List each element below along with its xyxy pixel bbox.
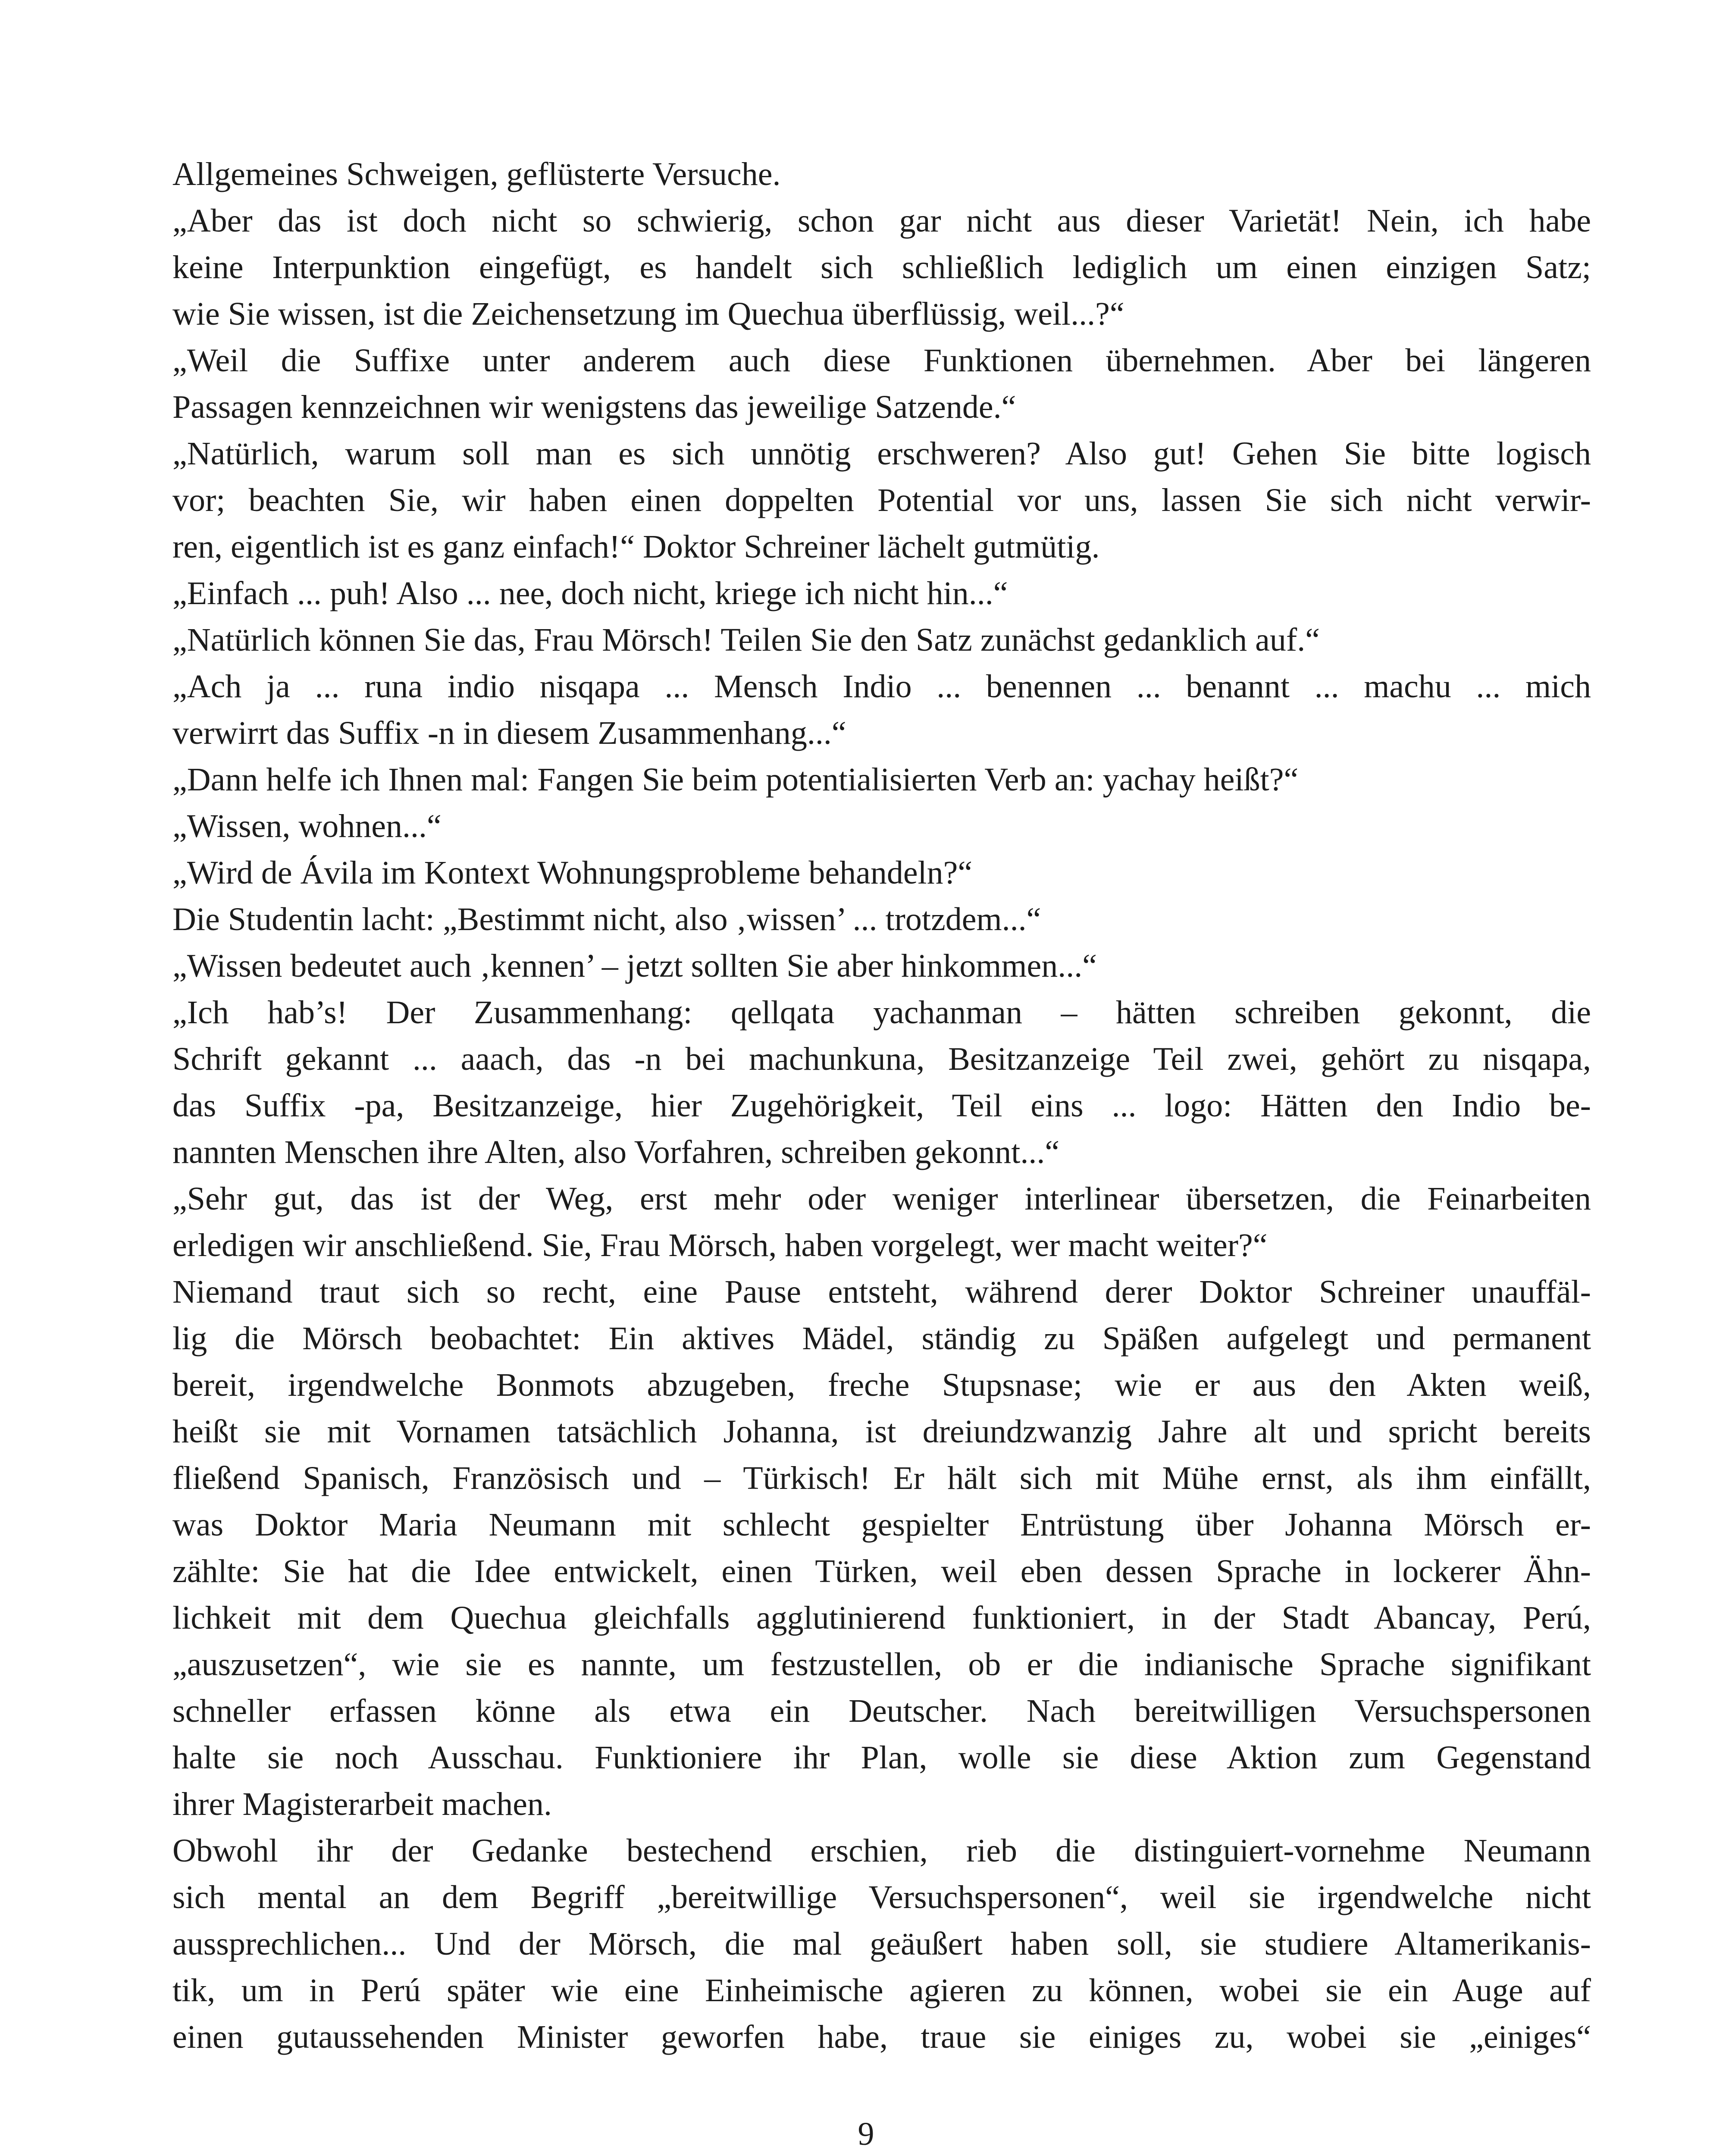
text-line: „Weil die Suffixe unter anderem auch diese Funktionen übernehmen. Aber bei längeren <box>172 342 1591 379</box>
text-line: „Wissen, wohnen...“ <box>172 808 442 844</box>
text-line: erledigen wir anschließend. Sie, Frau Mörsch, haben vorgelegt, wer macht weiter?“ <box>172 1227 1268 1263</box>
text-line: lig die Mörsch beobachtet: Ein aktives Mädel, ständig zu Späßen aufgelegt und permanent <box>172 1320 1591 1357</box>
text-line: keine Interpunktion eingefügt, es handelt sich schließlich lediglich um einen einzigen Satz; <box>172 249 1591 285</box>
text-line: aussprechlichen... Und der Mörsch, die mal geäußert haben soll, sie studiere Altamerikanis- <box>172 1926 1591 1962</box>
text-line: einen gutaussehenden Minister geworfen habe, traue sie einiges zu, wobei sie „einiges“ <box>172 2019 1591 2055</box>
text-line: wie Sie wissen, ist die Zeichensetzung im Quechua überflüssig, weil...?“ <box>172 296 1124 332</box>
body-text <box>172 151 1591 2060</box>
text-line: „Einfach ... puh! Also ... nee, doch nicht, kriege ich nicht hin...“ <box>172 575 1008 611</box>
text-line: lichkeit mit dem Quechua gleichfalls agglutinierend funktioniert, in der Stadt Abancay, Perú, <box>172 1600 1591 1636</box>
text-line: ren, eigentlich ist es ganz einfach!“ Doktor Schreiner lächelt gutmütig. <box>172 529 1100 565</box>
text-line: vor; beachten Sie, wir haben einen doppelten Potential vor uns, lassen Sie sich nicht verwir- <box>172 482 1591 518</box>
text-line: verwirrt das Suffix -n in diesem Zusammenhang...“ <box>172 715 846 751</box>
page-number: 9 <box>858 2116 874 2152</box>
text-line: nannten Menschen ihre Alten, also Vorfahren, schreiben gekonnt...“ <box>172 1134 1060 1170</box>
text-line: „Ach ja ... runa indio nisqapa ... Mensch Indio ... benennen ... benannt ... machu ... mich <box>172 668 1591 705</box>
text-line: „Aber das ist doch nicht so schwierig, schon gar nicht aus dieser Varietät! Nein, ich habe <box>172 203 1591 239</box>
text-line: zählte: Sie hat die Idee entwickelt, einen Türken, weil eben dessen Sprache in lockerer Ähn- <box>172 1553 1591 1589</box>
text-line: „Wird de Ávila im Kontext Wohnungsprobleme behandeln?“ <box>172 855 973 891</box>
text-line: sich mental an dem Begriff „bereitwillige Versuchspersonen“, weil sie irgendwelche nicht <box>172 1879 1591 1915</box>
text-line: bereit, irgendwelche Bonmots abzugeben, freche Stupsnase; wie er aus den Akten weiß, <box>172 1367 1591 1403</box>
text-line: „Natürlich, warum soll man es sich unnötig erschweren? Also gut! Gehen Sie bitte logisch <box>172 436 1591 472</box>
text-line: Obwohl ihr der Gedanke bestechend erschien, rieb die distinguiert-vornehme Neumann <box>172 1833 1591 1869</box>
text-line: „Natürlich können Sie das, Frau Mörsch! Teilen Sie den Satz zunächst gedanklich auf.“ <box>172 622 1320 658</box>
text-line: Niemand traut sich so recht, eine Pause entsteht, während derer Doktor Schreiner unauffäl- <box>172 1274 1591 1310</box>
text-line: fließend Spanisch, Französisch und – Türkisch! Er hält sich mit Mühe ernst, als ihm einfällt, <box>172 1460 1591 1496</box>
text-line: „Ich hab’s! Der Zusammenhang: qellqata yachanman – hätten schreiben gekonnt, die <box>172 994 1591 1031</box>
text-line: Allgemeines Schweigen, geflüsterte Versuche. <box>172 156 781 192</box>
text-line: tik, um in Perú später wie eine Einheimische agieren zu können, wobei sie ein Auge auf <box>172 1972 1591 2009</box>
text-line: heißt sie mit Vornamen tatsächlich Johanna, ist dreiundzwanzig Jahre alt und spricht bereits <box>172 1413 1591 1450</box>
text-line: schneller erfassen könne als etwa ein Deutscher. Nach bereitwilligen Versuchspersonen <box>172 1693 1591 1729</box>
text-line: das Suffix -pa, Besitzanzeige, hier Zugehörigkeit, Teil eins ... logo: Hätten den Indio be- <box>172 1087 1591 1124</box>
text-line: ihrer Magisterarbeit machen. <box>172 1786 552 1822</box>
text-line: halte sie noch Ausschau. Funktioniere ihr Plan, wolle sie diese Aktion zum Gegenstand <box>172 1739 1591 1776</box>
text-line: „Dann helfe ich Ihnen mal: Fangen Sie beim potentialisierten Verb an: yachay heißt?“ <box>172 761 1299 798</box>
text-line: was Doktor Maria Neumann mit schlecht gespielter Entrüstung über Johanna Mörsch er- <box>172 1507 1591 1543</box>
text-line: Schrift gekannt ... aaach, das -n bei machunkuna, Besitzanzeige Teil zwei, gehört zu nisqapa, <box>172 1041 1591 1077</box>
text-line: „auszusetzen“, wie sie es nannte, um festzustellen, ob er die indianische Sprache signifikant <box>172 1646 1591 1683</box>
text-line: Passagen kennzeichnen wir wenigstens das jeweilige Satzende.“ <box>172 389 1016 425</box>
text-line: „Wissen bedeutet auch ‚kennen’ – jetzt sollten Sie aber hinkommen...“ <box>172 948 1097 984</box>
text-line: Die Studentin lacht: „Bestimmt nicht, also ‚wissen’ ... trotzdem...“ <box>172 901 1041 937</box>
text-line: „Sehr gut, das ist der Weg, erst mehr oder weniger interlinear übersetzen, die Feinarbeiten <box>172 1181 1591 1217</box>
